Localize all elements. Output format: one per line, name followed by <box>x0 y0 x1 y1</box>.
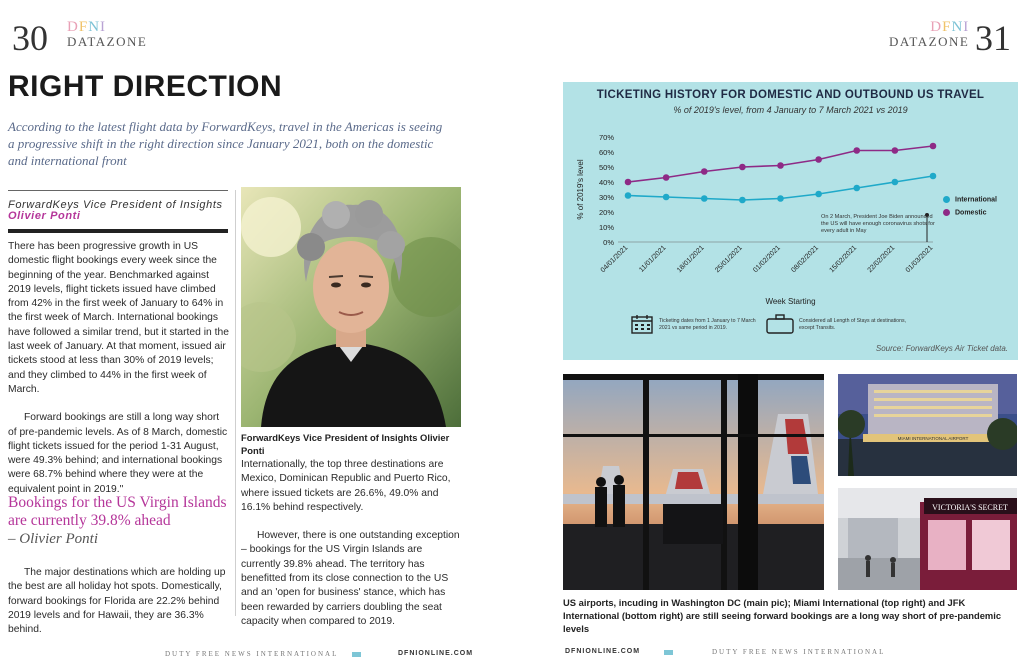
series-point-international <box>777 195 784 202</box>
legend-international-label: International <box>955 196 998 204</box>
footer-left-publication: DUTY FREE NEWS INTERNATIONAL <box>165 650 339 658</box>
portrait-image <box>241 187 461 427</box>
y-tick-label: 30% <box>598 193 614 202</box>
pull-quote-author: – Olivier Ponti <box>8 531 98 547</box>
column-2 <box>241 458 461 629</box>
calendar-icon <box>631 314 653 339</box>
col2-paragraph-2: However, there is one outstanding exception – bookings for the US Virgin Islands are currently 39.8% ahead. The territory has benefitted from its close connection to the US and an 'open for business' stance, which has been rewarded by carriers doubling the seat capacity when compared to 2019. <box>241 530 460 627</box>
y-axis-label: % of 2019's level <box>576 159 585 220</box>
miami-airport-photo <box>838 374 1017 476</box>
y-tick-label: 20% <box>598 208 614 217</box>
series-point-domestic <box>853 147 860 154</box>
intro-text: According to the latest flight data by ForwardKeys, travel in the Americas is seeing a progressive shift in the right direction since January 2021, both on the domestic and international front <box>8 119 443 168</box>
series-point-domestic <box>892 147 899 154</box>
x-tick-label: 22/02/2021 <box>866 244 897 275</box>
left-page-number: 30 <box>12 18 48 58</box>
x-tick-label: 08/02/2021 <box>790 244 821 275</box>
y-tick-label: 0% <box>603 238 614 247</box>
x-tick-label: 04/01/2021 <box>599 244 630 275</box>
store-sign: VICTORIA'S SECRET <box>932 503 1008 512</box>
series-point-domestic <box>930 143 937 150</box>
series-point-international <box>625 192 632 199</box>
chart-subtitle: % of 2019's level, from 4 January to 7 March 2021 vs 2019 <box>673 105 908 115</box>
line-chart <box>563 122 1018 317</box>
series-point-domestic <box>739 164 746 171</box>
byline-rule <box>8 229 228 233</box>
left-brand-logo: DFNI <box>67 19 107 35</box>
left-brand <box>67 20 147 48</box>
miami-airport-sign: MIAMI INTERNATIONAL AIRPORT <box>897 436 969 441</box>
chart-title: TICKETING HISTORY FOR DOMESTIC AND OUTBOUND US TRAVEL <box>596 89 985 101</box>
right-brand-sub: DATAZONE <box>889 34 970 49</box>
series-point-international <box>739 197 746 204</box>
washington-airport-photo <box>563 374 824 590</box>
suitcase-icon <box>766 314 794 339</box>
footer-right-url[interactable]: DFNIONLINE.COM <box>565 648 641 655</box>
portrait-caption: ForwardKeys Vice President of Insights Olivier Ponti <box>241 432 450 456</box>
series-point-international <box>892 179 899 186</box>
series-point-domestic <box>815 156 822 163</box>
byline-role: ForwardKeys Vice President of Insights <box>8 199 223 211</box>
column-1-top <box>8 240 230 497</box>
series-point-domestic <box>663 174 670 181</box>
series-point-international <box>663 194 670 201</box>
page-title: RIGHT DIRECTION <box>8 70 283 103</box>
series-point-domestic <box>625 179 632 186</box>
right-brand-logo: DFNI <box>930 19 970 35</box>
footer-right-square <box>664 650 673 655</box>
column-divider <box>235 190 236 616</box>
chart-legend <box>943 196 997 217</box>
x-tick-label: 15/02/2021 <box>828 244 859 275</box>
left-brand-sub: DATAZONE <box>67 34 148 49</box>
chart-source: Source: ForwardKeys Air Ticket data. <box>875 344 1008 353</box>
chart-panel <box>563 82 1018 360</box>
pull-quote: Bookings for the US Virgin Islands are currently 39.8% ahead <box>8 494 227 529</box>
series-point-international <box>930 173 937 180</box>
y-tick-label: 10% <box>598 223 614 232</box>
col2-paragraph-1: Internationally, the top three destinations are Mexico, Dominican Republic and Puerto Rico, where issued tickets are 26.6%, 49.0% and 16.1% behind respectively. <box>241 459 451 513</box>
x-axis-label: Week Starting <box>765 297 816 306</box>
legend-domestic-swatch <box>943 209 950 216</box>
right-page-number: 31 <box>975 18 1011 58</box>
x-tick-label: 11/01/2021 <box>638 244 668 274</box>
right-brand <box>889 20 969 48</box>
byline-top-rule <box>8 190 228 191</box>
series-point-domestic <box>777 162 784 169</box>
series-point-international <box>701 195 708 202</box>
legend-international-swatch <box>943 196 950 203</box>
legend-international <box>943 196 997 203</box>
y-tick-label: 40% <box>598 178 614 187</box>
chart-note-stays: Considered all Length of Stays at destinations, except Transits. <box>799 318 906 331</box>
series-point-international <box>853 185 860 192</box>
series-point-domestic <box>701 168 708 175</box>
y-tick-label: 60% <box>598 148 614 157</box>
byline-name: Olivier Ponti <box>8 210 81 222</box>
series-point-international <box>815 191 822 198</box>
x-tick-label: 25/01/2021 <box>714 244 744 275</box>
x-tick-label: 18/01/2021 <box>675 244 706 275</box>
footer-left-url[interactable]: DFNIONLINE.COM <box>398 650 474 657</box>
legend-domestic <box>943 209 997 216</box>
y-tick-label: 50% <box>598 163 614 172</box>
legend-domestic-label: Domestic <box>955 209 987 217</box>
y-tick-label: 70% <box>598 133 614 142</box>
jfk-airport-photo <box>838 488 1017 590</box>
x-tick-label: 01/03/2021 <box>904 244 935 275</box>
chart-note-dates: Ticketing dates from 1 January to 7 March 2021 vs same period in 2019. <box>659 318 756 331</box>
col1-paragraph-3: The major destinations which are holding up the best are all holiday hot spots. Domestically, forward bookings for Florida are 22.2% behind 2019 levels and for Hawaii, they are 36.3% behind. <box>8 567 226 636</box>
column-1-bottom <box>8 566 230 637</box>
chart-annotation: On 2 March, President Joe Biden announced the US will have enough coronavirus shots for every adult in May <box>821 214 935 234</box>
photos-caption: US airports, incuding in Washington DC (main pic); Miami International (top right) and JFK International (bottom right) are still seeing forward bookings are a long way short of pre-pandemic levels <box>563 597 1002 634</box>
col1-paragraph-2: Forward bookings are still a long way short of pre-pandemic levels. As of 8 March, domestic flight tickets issued for the period 1-31 August, were 49.3% behind; and international bookings were 68.7% behind where they were at the equivalent point in 2019." <box>8 412 228 495</box>
footer-left-square <box>352 652 361 657</box>
portrait-photo <box>241 187 461 427</box>
x-tick-label: 01/02/2021 <box>752 244 782 275</box>
footer-right-publication: DUTY FREE NEWS INTERNATIONAL <box>712 648 886 656</box>
col1-paragraph-1: There has been progressive growth in US domestic flight bookings every week since the beginning of the year. Benchmarked against 2019 levels, flight tickets issued have climbed from 42% in the first week of January to 64% in the first week of March. International bookings have followed a similar trend, but it started in the last week of January. At that moment, issued air tickets stood at less than 30% of 2019 levels; and they climbed to 44% in the first week of March. <box>8 241 229 395</box>
